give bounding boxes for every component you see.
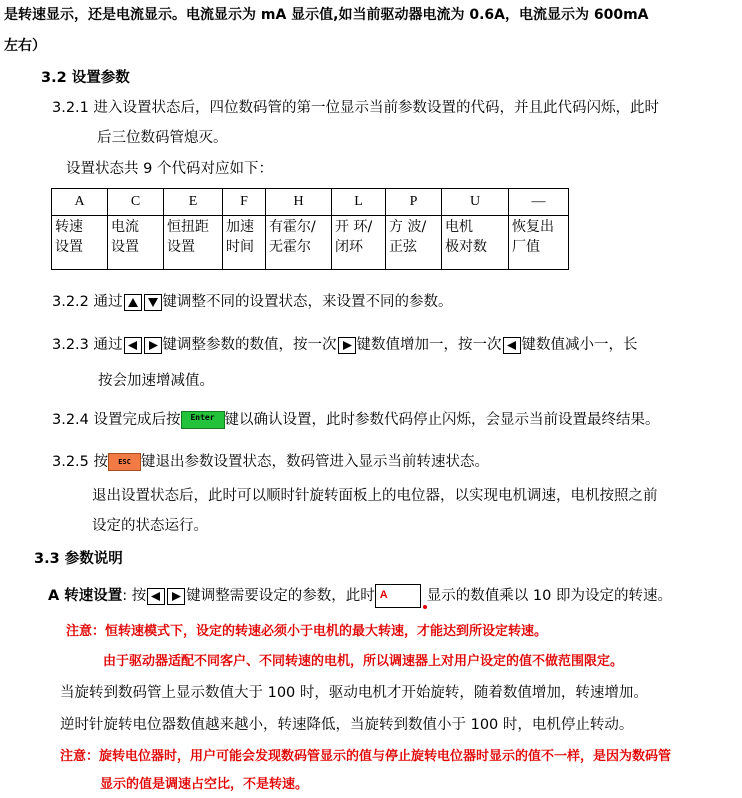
code-cell: C bbox=[108, 189, 164, 216]
p323-text-pre: 3.2.3 通过 bbox=[52, 337, 123, 353]
paragraph-3-2-3-cont: 按会加速增减值。 bbox=[98, 373, 214, 389]
code-desc-line: 有霍尔/ bbox=[269, 219, 316, 235]
code-desc-line: 正弦 bbox=[389, 239, 417, 255]
code-cell: P bbox=[386, 189, 442, 216]
code-desc-cell bbox=[509, 216, 569, 270]
down-key-icon bbox=[144, 294, 162, 311]
exit-paragraph: 退出设置状态后，此时可以顺时针旋转面板上的电位器，以实现电机调速，电机按照之前 bbox=[92, 488, 658, 504]
paragraph-3-2-2 bbox=[52, 292, 453, 312]
code-desc-line: 设置 bbox=[167, 239, 195, 255]
code-desc-cell bbox=[442, 216, 509, 270]
paragraph-3-2-5 bbox=[52, 452, 489, 472]
p322-text-post: 键调整不同的设置状态，来设置不同的参数。 bbox=[162, 294, 453, 310]
codes-intro: 设置状态共 9 个代码对应如下： bbox=[66, 161, 273, 177]
left-key-icon bbox=[503, 337, 521, 354]
right-key-icon bbox=[144, 337, 162, 354]
code-desc-line: 加速 bbox=[226, 219, 254, 235]
code-desc-line: 电流 bbox=[111, 219, 139, 235]
codes-table bbox=[51, 188, 569, 270]
right-key-icon bbox=[167, 588, 185, 605]
p323-text-mid2: 键数值增加一，按一次 bbox=[356, 337, 502, 353]
note-1: 注意：恒转速模式下，设定的转速必须小于电机的最大转速，才能达到所设定转速。 bbox=[66, 624, 548, 639]
p323-text-mid1: 键调整参数的数值，按一次 bbox=[162, 337, 337, 353]
note-2: 注意：旋转电位器时，用户可能会发现数码管显示的值与停止旋转电位器时显示的值不一样，是因为数码管 bbox=[60, 749, 672, 764]
code-cell: H bbox=[266, 189, 332, 216]
paragraph-3-2-3 bbox=[52, 335, 638, 355]
code-desc-line: 极对数 bbox=[445, 239, 487, 255]
digit-display-icon bbox=[375, 584, 421, 608]
code-cell: E bbox=[164, 189, 223, 216]
esc-key-icon: ESC bbox=[108, 453, 141, 471]
cw-rotation-text: 当旋转到数码管上显示数值大于 100 时，驱动电机才开始旋转，随着数值增加，转速增加。 bbox=[60, 685, 648, 701]
codes-table-header-row bbox=[52, 189, 569, 216]
code-desc-line: 时间 bbox=[226, 239, 254, 255]
intro-line-1: 是转速显示，还是电流显示。电流显示为 mA 显示值,如当前驱动器电流为 0.6A，电流显示为 600mA bbox=[4, 7, 649, 23]
left-key-icon bbox=[147, 588, 165, 605]
intro-line-2: 左右） bbox=[4, 38, 46, 54]
code-desc-cell bbox=[108, 216, 164, 270]
code-desc-line: 闭环 bbox=[335, 239, 363, 255]
section-heading-3-2: 3.2 设置参数 bbox=[41, 70, 130, 86]
codes-table-desc-row bbox=[52, 216, 569, 270]
code-desc-cell bbox=[52, 216, 108, 270]
p324-text-pre: 3.2.4 设置完成后按 bbox=[52, 412, 181, 428]
code-desc-line: 恒扭距 bbox=[167, 219, 209, 235]
code-desc-cell bbox=[223, 216, 266, 270]
p325-text-pre: 3.2.5 按 bbox=[52, 454, 109, 470]
section-heading-3-3: 3.3 参数说明 bbox=[34, 551, 123, 567]
code-desc-cell bbox=[164, 216, 223, 270]
p325-text-post: 键退出参数设置状态，数码管进入显示当前转速状态。 bbox=[141, 454, 490, 470]
up-key-icon bbox=[124, 294, 142, 311]
ccw-rotation-text: 逆时针旋转电位器数值越来越小，转速降低，当旋转到数值小于 100 时，电机停止转动。 bbox=[60, 717, 634, 733]
exit-paragraph-cont: 设定的状态运行。 bbox=[92, 518, 208, 534]
code-desc-line: 转速 bbox=[55, 219, 83, 235]
code-cell: F bbox=[223, 189, 266, 216]
code-desc-line: 设置 bbox=[111, 239, 139, 255]
speed-setting-text-pre: : 按 bbox=[122, 588, 147, 604]
code-desc-line: 电机 bbox=[445, 219, 473, 235]
speed-setting-text-mid: 键调整需要设定的参数，此时 bbox=[186, 588, 375, 604]
left-key-icon bbox=[124, 337, 142, 354]
enter-key-icon: Enter bbox=[181, 411, 225, 429]
speed-setting-paragraph bbox=[48, 584, 672, 608]
note-2-cont: 显示的值是调速占空比，不是转速。 bbox=[100, 777, 309, 792]
code-desc-cell bbox=[386, 216, 442, 270]
code-desc-cell bbox=[332, 216, 386, 270]
code-desc-line: 方 波/ bbox=[389, 219, 427, 235]
code-desc-line: 厂值 bbox=[512, 239, 540, 255]
code-cell: A bbox=[52, 189, 108, 216]
code-cell: L bbox=[332, 189, 386, 216]
display-char: A bbox=[379, 589, 388, 601]
speed-setting-label: A 转速设置 bbox=[48, 588, 123, 604]
right-key-icon bbox=[338, 337, 356, 354]
code-cell: U bbox=[442, 189, 509, 216]
code-cell: — bbox=[509, 189, 569, 216]
code-desc-cell bbox=[266, 216, 332, 270]
paragraph-3-2-4 bbox=[52, 410, 660, 430]
note-1-cont: 由于驱动器适配不同客户、不同转速的电机，所以调速器上对用户设定的值不做范围限定。 bbox=[103, 654, 624, 669]
display-dot bbox=[423, 605, 427, 609]
code-desc-line: 开 环/ bbox=[335, 219, 373, 235]
speed-setting-text-post: 显示的数值乘以 10 即为设定的转速。 bbox=[426, 588, 672, 604]
paragraph-3-2-1: 3.2.1 进入设置状态后，四位数码管的第一位显示当前参数设置的代码，并且此代码闪烁，此时 bbox=[52, 100, 659, 116]
p323-text-end: 键数值减小一，长 bbox=[521, 337, 638, 353]
code-desc-line: 无霍尔 bbox=[269, 239, 311, 255]
code-desc-line: 恢复出 bbox=[512, 219, 554, 235]
code-desc-line: 设置 bbox=[55, 239, 83, 255]
p322-text-pre: 3.2.2 通过 bbox=[52, 294, 123, 310]
paragraph-3-2-1-cont: 后三位数码管熄灭。 bbox=[97, 130, 228, 146]
p324-text-post: 键以确认设置，此时参数代码停止闪烁，会显示当前设置最终结果。 bbox=[224, 412, 660, 428]
